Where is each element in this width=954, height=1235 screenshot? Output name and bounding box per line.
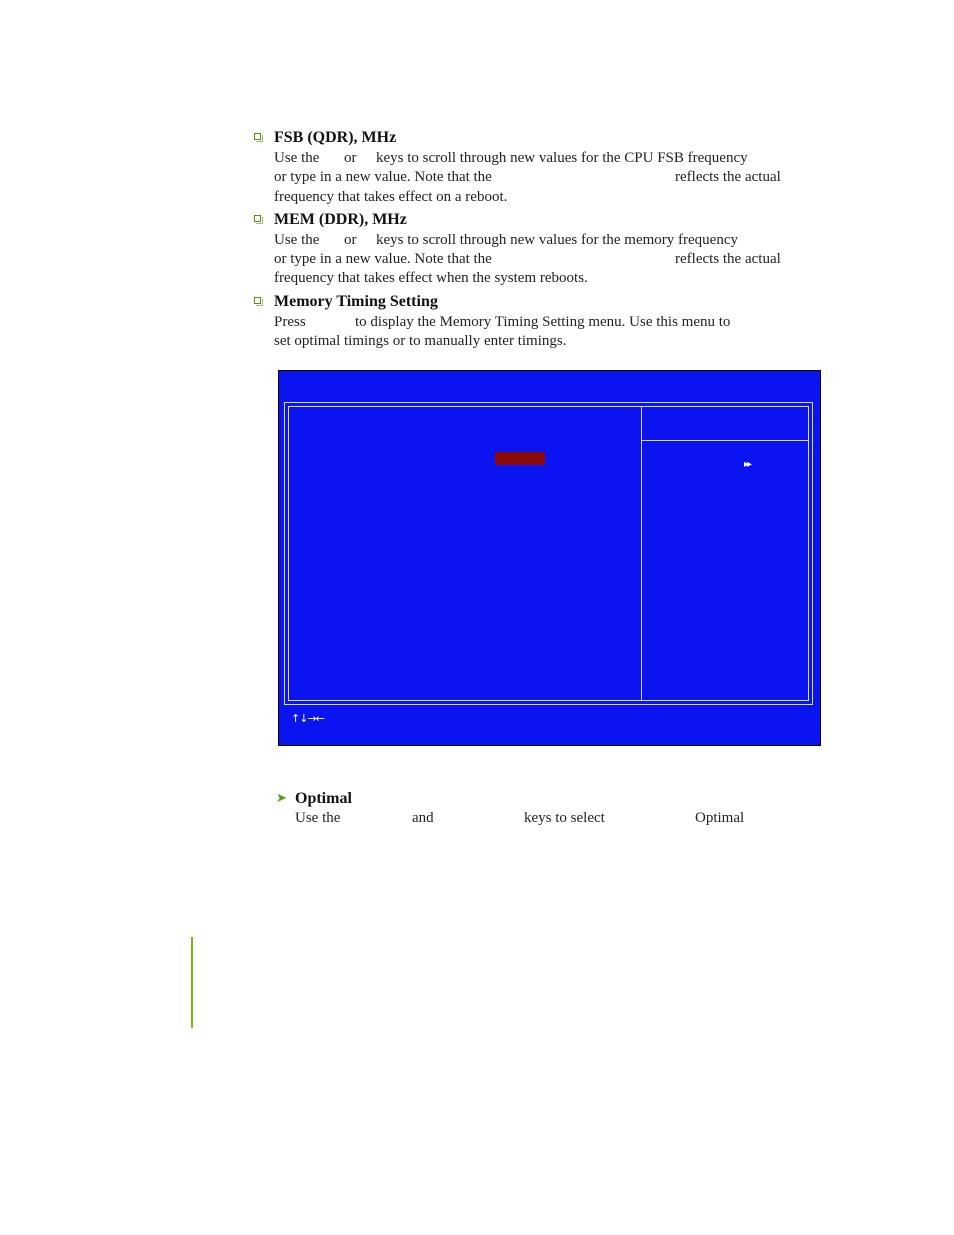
memory-timing-line-1b: to display the Memory Timing Setting menu. Use this menu to [355, 314, 731, 330]
mem-heading: MEM (DDR), MHz [274, 211, 407, 228]
fsb-line-1c: keys to scroll through new values for the CPU FSB frequency [376, 150, 748, 166]
memory-timing-line-1a: Press [274, 314, 306, 330]
fsb-heading: FSB (QDR), MHz [274, 129, 397, 146]
optimal-line-d: Optimal [695, 810, 745, 826]
memory-timing-line-2: set optimal timings or to manually enter timings. [274, 333, 567, 349]
arrow-bullet-icon: ➤ [276, 791, 287, 806]
optimal-line-c: keys to select [524, 810, 605, 826]
bios-selected-value[interactable] [495, 452, 545, 465]
bios-divider [641, 407, 642, 700]
mem-line-1c: keys to scroll through new values for the memory frequency [376, 232, 738, 248]
fsb-line-1a: Use the [274, 150, 320, 166]
checkbox-bullet-icon [254, 133, 261, 140]
optimal-heading: Optimal [295, 790, 352, 807]
mem-line-1a: Use the [274, 232, 320, 248]
mem-line-2a: or type in a new value. Note that the [274, 251, 492, 267]
fsb-line-2b: reflects the actual [675, 169, 781, 185]
checkbox-bullet-icon [254, 297, 261, 304]
mem-line-3: frequency that takes effect when the system reboots. [274, 270, 588, 286]
checkbox-bullet-icon [254, 215, 261, 222]
optimal-line-a: Use the [295, 810, 341, 826]
mem-line-1b: or [344, 232, 357, 248]
margin-accent-bar [191, 937, 193, 1028]
double-arrow-icon: ▸▸ [744, 459, 751, 470]
memory-timing-heading: Memory Timing Setting [274, 293, 438, 310]
optimal-line-b: and [412, 810, 434, 826]
fsb-line-2a: or type in a new value. Note that the [274, 169, 492, 185]
mem-line-2b: reflects the actual [675, 251, 781, 267]
fsb-line-3: frequency that takes effect on a reboot. [274, 189, 508, 205]
bios-help-separator [641, 440, 808, 441]
bios-inner-frame [288, 406, 809, 701]
bios-screenshot [278, 370, 821, 746]
bios-nav-keys-icon: ↑↓→← [291, 712, 324, 725]
bios-outer-frame [284, 402, 813, 705]
fsb-line-1b: or [344, 150, 357, 166]
